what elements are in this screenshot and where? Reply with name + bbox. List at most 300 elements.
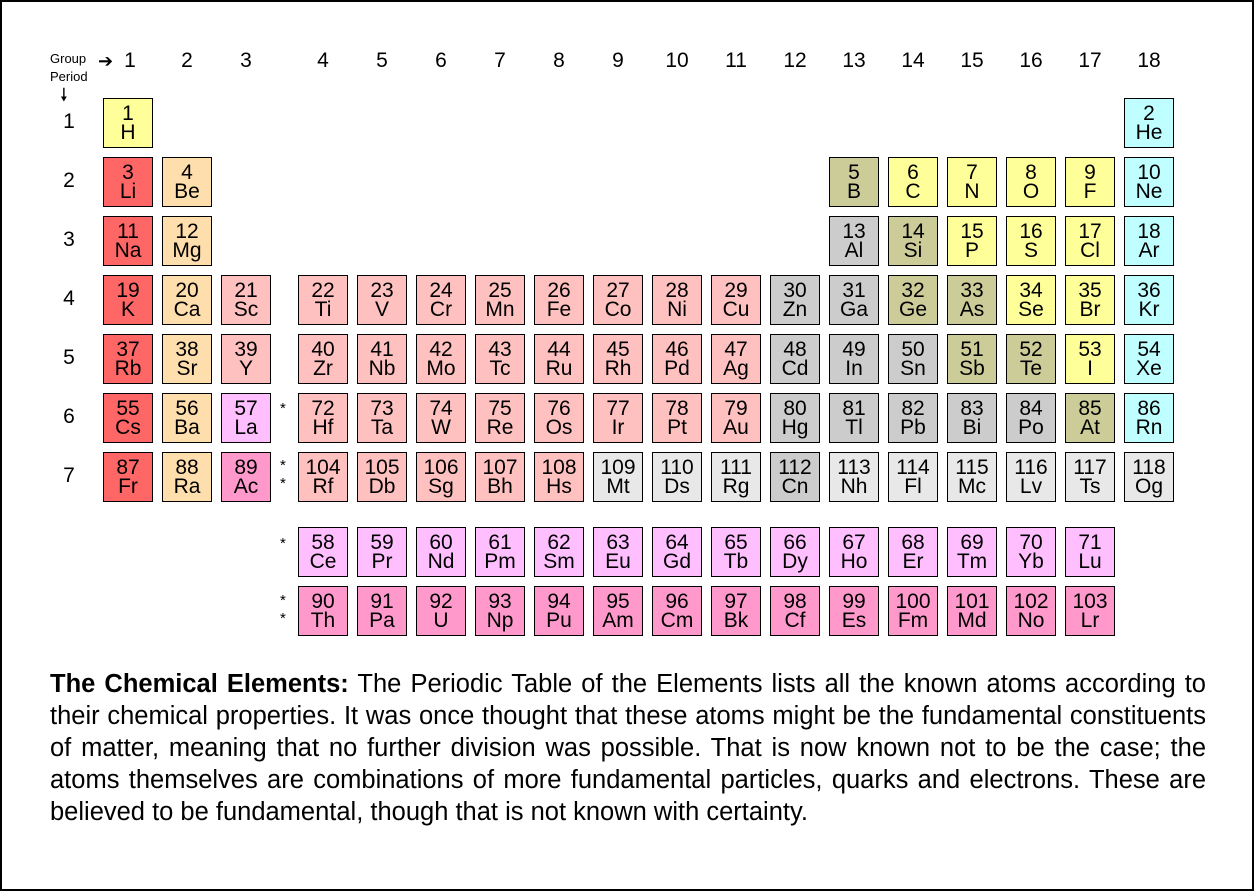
element-cell-po: [1006, 393, 1056, 443]
atomic-number: 105: [364, 456, 400, 479]
period-number: 7: [63, 464, 75, 487]
atomic-number: 61: [488, 531, 512, 554]
element-cell-pu: [534, 586, 584, 636]
element-cell-dy: [770, 527, 820, 577]
atomic-number: 73: [370, 397, 394, 420]
element-cell-sc: [221, 275, 271, 325]
element-cell-br: [1065, 275, 1115, 325]
element-cell-ga: [829, 275, 879, 325]
element-symbol: Tm: [956, 550, 988, 573]
actinide-marker: * *: [280, 592, 286, 627]
group-number: 10: [665, 49, 689, 72]
element-cell-gd: [652, 527, 702, 577]
element-cell-at: [1065, 393, 1115, 443]
element-symbol: Ac: [233, 475, 259, 498]
element-cell-cs: [103, 393, 153, 443]
atomic-number: 112: [778, 456, 812, 479]
group-number: 13: [842, 49, 866, 72]
period-number: 6: [63, 405, 75, 428]
element-cell-no: [1006, 586, 1056, 636]
atomic-number: 48: [783, 338, 807, 361]
element-symbol: Zn: [782, 298, 808, 321]
element-symbol: Ts: [1079, 475, 1101, 498]
atomic-number: 30: [783, 279, 807, 302]
element-cell-ac: [221, 452, 271, 502]
element-symbol: Lr: [1080, 609, 1100, 632]
element-symbol: F: [1083, 180, 1097, 203]
element-symbol: Og: [1134, 475, 1163, 498]
group-number: 4: [317, 49, 329, 72]
element-cell-c: [888, 157, 938, 207]
element-symbol: Sr: [176, 357, 198, 380]
element-symbol: Hf: [312, 416, 334, 439]
element-symbol: Po: [1018, 416, 1044, 439]
element-symbol: Y: [238, 357, 253, 380]
element-cell-si: [888, 216, 938, 266]
caption-title: The Chemical Elements:: [50, 670, 349, 698]
atomic-number: 94: [547, 590, 571, 613]
element-cell-th: [298, 586, 348, 636]
atomic-number: 79: [724, 397, 748, 420]
atomic-number: 72: [311, 397, 335, 420]
element-symbol: Fl: [904, 475, 922, 498]
element-cell-sb: [947, 334, 997, 384]
atomic-number: 41: [370, 338, 394, 361]
atomic-number: 33: [960, 279, 984, 302]
element-cell-ne: [1124, 157, 1174, 207]
element-symbol: Pd: [664, 357, 690, 380]
atomic-number: 101: [954, 590, 990, 613]
atomic-number: 18: [1137, 220, 1161, 243]
element-symbol: Be: [174, 180, 200, 203]
element-symbol: Cs: [115, 416, 141, 439]
element-cell-sn: [888, 334, 938, 384]
atomic-number: 109: [600, 456, 636, 479]
atomic-number: 98: [783, 590, 807, 613]
atomic-number: 70: [1019, 531, 1043, 554]
element-symbol: Ar: [1138, 239, 1160, 262]
atomic-number: 4: [181, 161, 193, 184]
element-cell-ds: [652, 452, 702, 502]
element-cell-np: [475, 586, 525, 636]
element-cell-fe: [534, 275, 584, 325]
element-symbol: W: [431, 416, 451, 439]
element-symbol: Mc: [958, 475, 986, 498]
atomic-number: 71: [1078, 531, 1102, 554]
element-symbol: Rf: [312, 475, 334, 498]
atomic-number: 49: [842, 338, 866, 361]
element-cell-o: [1006, 157, 1056, 207]
element-cell-b: [829, 157, 879, 207]
atomic-number: 117: [1073, 456, 1107, 479]
element-cell-hs: [534, 452, 584, 502]
element-symbol: Mg: [172, 239, 202, 262]
caption: [50, 668, 1206, 828]
element-symbol: U: [433, 609, 449, 632]
element-cell-f: [1065, 157, 1115, 207]
element-symbol: He: [1135, 121, 1163, 144]
element-cell-mo: [416, 334, 466, 384]
element-cell-tc: [475, 334, 525, 384]
atomic-number: 22: [311, 279, 335, 302]
element-symbol: Hs: [546, 475, 572, 498]
atomic-number: 74: [429, 397, 453, 420]
element-symbol: Te: [1019, 357, 1043, 380]
group-number: 7: [494, 49, 506, 72]
group-number: 3: [240, 49, 252, 72]
element-cell-cf: [770, 586, 820, 636]
atomic-number: 76: [547, 397, 571, 420]
element-cell-zr: [298, 334, 348, 384]
atomic-number: 54: [1137, 338, 1161, 361]
atomic-number: 27: [606, 279, 630, 302]
group-number: 8: [553, 49, 565, 72]
atomic-number: 5: [848, 161, 860, 184]
atomic-number: 91: [370, 590, 394, 613]
element-symbol: Si: [903, 239, 923, 262]
element-symbol: Mt: [606, 475, 630, 498]
element-cell-ba: [162, 393, 212, 443]
element-cell-hg: [770, 393, 820, 443]
element-symbol: Ra: [173, 475, 201, 498]
element-symbol: Md: [957, 609, 987, 632]
element-cell-ce: [298, 527, 348, 577]
element-cell-pt: [652, 393, 702, 443]
atomic-number: 56: [175, 397, 199, 420]
element-cell-pm: [475, 527, 525, 577]
atomic-number: 103: [1072, 590, 1108, 613]
element-cell-ca: [162, 275, 212, 325]
atomic-number: 17: [1078, 220, 1102, 243]
element-cell-xe: [1124, 334, 1174, 384]
element-symbol: Ho: [840, 550, 868, 573]
atomic-number: 36: [1137, 279, 1161, 302]
element-cell-fl: [888, 452, 938, 502]
element-cell-be: [162, 157, 212, 207]
element-cell-cl: [1065, 216, 1115, 266]
atomic-number: 45: [606, 338, 630, 361]
atomic-number: 75: [488, 397, 512, 420]
atomic-number: 65: [724, 531, 748, 554]
atomic-number: 104: [305, 456, 341, 479]
element-cell-k: [103, 275, 153, 325]
element-cell-tl: [829, 393, 879, 443]
element-cell-p: [947, 216, 997, 266]
element-symbol: Tl: [845, 416, 863, 439]
element-cell-ho: [829, 527, 879, 577]
atomic-number: 7: [966, 161, 978, 184]
element-symbol: H: [120, 121, 136, 144]
atomic-number: 85: [1078, 397, 1102, 420]
element-symbol: Ne: [1135, 180, 1163, 203]
element-symbol: Bh: [487, 475, 513, 498]
atomic-number: 69: [960, 531, 984, 554]
element-symbol: Pr: [371, 550, 393, 573]
atomic-number: 63: [606, 531, 630, 554]
atomic-number: 66: [783, 531, 807, 554]
element-symbol: S: [1023, 239, 1038, 262]
element-cell-yb: [1006, 527, 1056, 577]
atomic-number: 80: [783, 397, 807, 420]
element-symbol: Cr: [429, 298, 453, 321]
element-symbol: Ga: [839, 298, 868, 321]
element-symbol: Sn: [900, 357, 926, 380]
group-header-label: Group: [50, 51, 87, 66]
atomic-number: 47: [724, 338, 748, 361]
atomic-number: 20: [175, 279, 199, 302]
element-symbol: Pb: [900, 416, 926, 439]
element-cell-db: [357, 452, 407, 502]
element-symbol: Sb: [959, 357, 985, 380]
element-symbol: I: [1087, 357, 1093, 380]
element-cell-nh: [829, 452, 879, 502]
atomic-number: 90: [311, 590, 335, 613]
atomic-number: 29: [724, 279, 748, 302]
atomic-number: 81: [842, 397, 866, 420]
element-cell-w: [416, 393, 466, 443]
element-symbol: C: [905, 180, 921, 203]
atomic-number: 39: [234, 338, 258, 361]
atomic-number: 83: [960, 397, 984, 420]
element-symbol: Lu: [1078, 550, 1102, 573]
element-cell-mn: [475, 275, 525, 325]
element-symbol: Kr: [1138, 298, 1160, 321]
element-cell-in: [829, 334, 879, 384]
element-cell-sg: [416, 452, 466, 502]
element-symbol: Ag: [723, 357, 749, 380]
atomic-number: 51: [960, 338, 984, 361]
element-cell-ti: [298, 275, 348, 325]
element-symbol: Cl: [1080, 239, 1100, 262]
element-cell-la: [221, 393, 271, 443]
element-cell-h: [103, 98, 153, 148]
element-symbol: Sg: [428, 475, 454, 498]
element-cell-eu: [593, 527, 643, 577]
element-cell-ir: [593, 393, 643, 443]
element-cell-rn: [1124, 393, 1174, 443]
element-symbol: Tc: [489, 357, 511, 380]
element-cell-cn: [770, 452, 820, 502]
element-symbol: At: [1080, 416, 1100, 439]
atomic-number: 32: [901, 279, 925, 302]
element-symbol: Am: [602, 609, 634, 632]
period-number: 2: [63, 169, 75, 192]
atomic-number: 31: [842, 279, 866, 302]
group-number: 2: [181, 49, 193, 72]
element-symbol: Yb: [1018, 550, 1044, 573]
arrow-right-icon: ➔: [98, 51, 114, 71]
element-cell-ge: [888, 275, 938, 325]
element-cell-nd: [416, 527, 466, 577]
element-symbol: Os: [545, 416, 573, 439]
atomic-number: 114: [896, 456, 930, 479]
period-header-label: Period: [50, 69, 88, 84]
atomic-number: 97: [724, 590, 748, 613]
element-symbol: Au: [723, 416, 749, 439]
element-cell-y: [221, 334, 271, 384]
element-symbol: Pa: [369, 609, 395, 632]
element-cell-tm: [947, 527, 997, 577]
group-number: 12: [783, 49, 807, 72]
element-symbol: Fe: [546, 298, 572, 321]
element-cell-i: [1065, 334, 1115, 384]
element-cell-s: [1006, 216, 1056, 266]
atomic-number: 68: [901, 531, 925, 554]
atomic-number: 77: [606, 397, 630, 420]
element-cell-rb: [103, 334, 153, 384]
group-number: 14: [901, 49, 925, 72]
element-cell-pr: [357, 527, 407, 577]
atomic-number: 14: [901, 220, 925, 243]
element-cell-u: [416, 586, 466, 636]
element-cell-bi: [947, 393, 997, 443]
element-cell-rf: [298, 452, 348, 502]
element-cell-ru: [534, 334, 584, 384]
element-symbol: Br: [1079, 298, 1101, 321]
element-symbol: Co: [604, 298, 632, 321]
element-cell-sr: [162, 334, 212, 384]
element-symbol: P: [964, 239, 979, 262]
atomic-number: 25: [488, 279, 512, 302]
atomic-number: 84: [1019, 397, 1043, 420]
atomic-number: 102: [1013, 590, 1049, 613]
element-symbol: Hg: [781, 416, 809, 439]
element-symbol: No: [1017, 609, 1045, 632]
atomic-number: 57: [234, 397, 258, 420]
atomic-number: 50: [901, 338, 925, 361]
element-cell-ar: [1124, 216, 1174, 266]
element-symbol: Gd: [662, 550, 691, 573]
element-cell-pb: [888, 393, 938, 443]
element-cell-co: [593, 275, 643, 325]
atomic-number: 44: [547, 338, 571, 361]
element-cell-fm: [888, 586, 938, 636]
element-cell-mc: [947, 452, 997, 502]
element-symbol: Bk: [723, 609, 749, 632]
element-symbol: Db: [368, 475, 396, 498]
element-cell-nb: [357, 334, 407, 384]
atomic-number: 42: [429, 338, 453, 361]
atomic-number: 52: [1019, 338, 1043, 361]
atomic-number: 106: [423, 456, 459, 479]
element-cell-na: [103, 216, 153, 266]
group-number: 5: [376, 49, 388, 72]
atomic-number: 113: [837, 456, 871, 479]
element-symbol: Er: [902, 550, 924, 573]
element-symbol: Ti: [314, 298, 332, 321]
element-symbol: B: [846, 180, 861, 203]
element-symbol: Nh: [840, 475, 868, 498]
element-cell-cu: [711, 275, 761, 325]
period-number: 4: [63, 287, 75, 310]
atomic-number: 16: [1019, 220, 1043, 243]
element-cell-sm: [534, 527, 584, 577]
atomic-number: 82: [901, 397, 925, 420]
element-cell-al: [829, 216, 879, 266]
element-cell-rh: [593, 334, 643, 384]
atomic-number: 38: [175, 338, 199, 361]
atomic-number: 37: [116, 338, 140, 361]
atomic-number: 12: [175, 220, 199, 243]
group-number: 9: [612, 49, 624, 72]
atomic-number: 59: [370, 531, 394, 554]
element-cell-hf: [298, 393, 348, 443]
atomic-number: 111: [720, 456, 752, 479]
period-number: 3: [63, 228, 75, 251]
atomic-number: 60: [429, 531, 453, 554]
element-cell-og: [1124, 452, 1174, 502]
element-symbol: Ds: [664, 475, 690, 498]
element-cell-tb: [711, 527, 761, 577]
group-number: 6: [435, 49, 447, 72]
lanthanide-marker: *: [280, 535, 286, 552]
atomic-number: 100: [895, 590, 931, 613]
element-symbol: V: [374, 298, 389, 321]
element-symbol: Xe: [1136, 357, 1162, 380]
element-symbol: Sm: [543, 550, 575, 573]
atomic-number: 1: [122, 102, 134, 125]
element-cell-v: [357, 275, 407, 325]
element-symbol: Ta: [370, 416, 394, 439]
atomic-number: 89: [234, 456, 258, 479]
element-cell-te: [1006, 334, 1056, 384]
element-cell-lu: [1065, 527, 1115, 577]
atomic-number: 40: [311, 338, 335, 361]
element-symbol: Mn: [485, 298, 515, 321]
period-number: 5: [63, 346, 75, 369]
atomic-number: 116: [1014, 456, 1048, 479]
atomic-number: 107: [482, 456, 518, 479]
element-cell-os: [534, 393, 584, 443]
element-cell-n: [947, 157, 997, 207]
group-number: 1: [124, 49, 136, 72]
atomic-number: 9: [1084, 161, 1096, 184]
element-cell-md: [947, 586, 997, 636]
atomic-number: 118: [1132, 456, 1166, 479]
element-symbol: Rg: [722, 475, 750, 498]
element-symbol: Pt: [667, 416, 687, 439]
atomic-number: 99: [842, 590, 866, 613]
element-symbol: Fm: [897, 609, 929, 632]
atomic-number: 21: [234, 279, 258, 302]
atomic-number: 115: [955, 456, 989, 479]
element-symbol: Rb: [114, 357, 142, 380]
element-symbol: Ni: [667, 298, 687, 321]
element-cell-li: [103, 157, 153, 207]
element-symbol: Eu: [605, 550, 631, 573]
group-number: 18: [1137, 49, 1161, 72]
atomic-number: 8: [1025, 161, 1037, 184]
atomic-number: 2: [1143, 102, 1155, 125]
atomic-number: 64: [665, 531, 689, 554]
element-symbol: Nb: [368, 357, 396, 380]
element-symbol: Cu: [722, 298, 750, 321]
element-symbol: K: [120, 298, 135, 321]
atomic-number: 24: [429, 279, 453, 302]
element-symbol: In: [845, 357, 863, 380]
element-symbol: Cn: [781, 475, 809, 498]
element-cell-lv: [1006, 452, 1056, 502]
element-symbol: Ca: [173, 298, 201, 321]
element-cell-zn: [770, 275, 820, 325]
element-symbol: Re: [486, 416, 514, 439]
element-symbol: Tb: [723, 550, 749, 573]
atomic-number: 67: [842, 531, 866, 554]
element-symbol: Ir: [611, 416, 625, 439]
element-cell-ag: [711, 334, 761, 384]
atomic-number: 53: [1078, 338, 1102, 361]
atomic-number: 55: [116, 397, 140, 420]
